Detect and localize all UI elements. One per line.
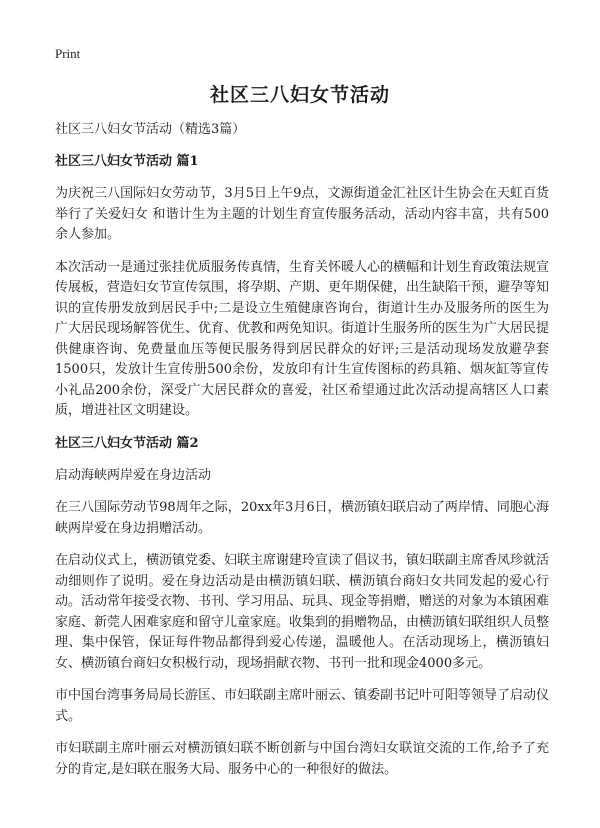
section-heading: 社区三八妇女节活动 篇1 xyxy=(55,154,199,169)
document-title: 社区三八妇女节活动 xyxy=(209,84,390,106)
section-heading: 社区三八妇女节活动 篇2 xyxy=(55,435,199,451)
document-body xyxy=(55,120,549,792)
paragraph: 启动海峡两岸爱在身边活动 xyxy=(55,467,212,483)
paragraph: 为庆祝三八国际妇女劳动节，3月5日上午9点，文源街道金汇社区计生协会在天虹百货举行了关爱妇女 和谐计生为主题的计划生育宣传服务活动，活动内容丰富，共有500余人参加。 xyxy=(55,186,549,242)
paragraph: 市中国台湾事务局局长游匡、市妇联副主席叶丽云、镇委副书记叶可阳等领导了启动仪式。 xyxy=(55,688,550,724)
section-2 xyxy=(55,434,549,781)
document-subtitle: 社区三八妇女节活动（精选3篇） xyxy=(55,122,246,137)
paragraph: 在启动仪式上，横沥镇党委、妇联主席谢建玲宣读了倡议书，镇妇联副主席香凤珍就活动细则作了说明。爱在身边活动是由横沥镇妇联、横沥镇台商妇女共同发起的爱心行动。活动常年接受衣物、书刊、学习用品、玩具、现金等捐赠，赠送的对象为本镇困难家庭、新莞人困难家庭和留守儿童家庭。收集到的捐赠物品，由横沥镇妇联组织人员整理、集中保管，保证每件物品都得到爱心传递，温暖他人。在活动现场上，横沥镇妇女、横沥镇台商妇女积极行动，现场捐献衣物、书刊一批和现金4000多元。 xyxy=(55,553,550,671)
paragraph: 本次活动一是通过张挂优质服务传真情，生育关怀暖人心的横幅和计划生育政策法规宣传展板，营造妇女节宣传氛围，将孕期、产期、更年期保健，出生缺陷干预，避孕等知识的宣传册发放到居民手中;二是设立生殖健康咨询台，街道计生办及服务所的医生为广大居民现场解答优生、优育、优教和两免知识。街道计生服务所的医生为广大居民提供健康咨询、免费量血压等便民服务得到居民群众的好评;三是活动现场发放避孕套1500只，发放计生宣传册500余份，发放印有计生宣传图标的药具箱、烟灰缸等宣传小礼品200余份，深受广大居民群众的喜爱，社区希望通过此次活动提高辖区人口素质，增进社区文明建设。 xyxy=(55,259,550,418)
paragraph: 市妇联副主席叶丽云对横沥镇妇联不断创新与中国台湾妇女联谊交流的工作,给予了充分的肯定,是妇联在服务大局、服务中心的一种很好的做法。 xyxy=(55,741,549,777)
section-1 xyxy=(55,152,549,422)
print-link[interactable]: Print xyxy=(55,46,81,61)
paragraph: 在三八国际劳动节98周年之际，20xx年3月6日，横沥镇妇联启动了两岸情、同胞心海峡两岸爱在身边捐赠活动。 xyxy=(55,500,549,536)
